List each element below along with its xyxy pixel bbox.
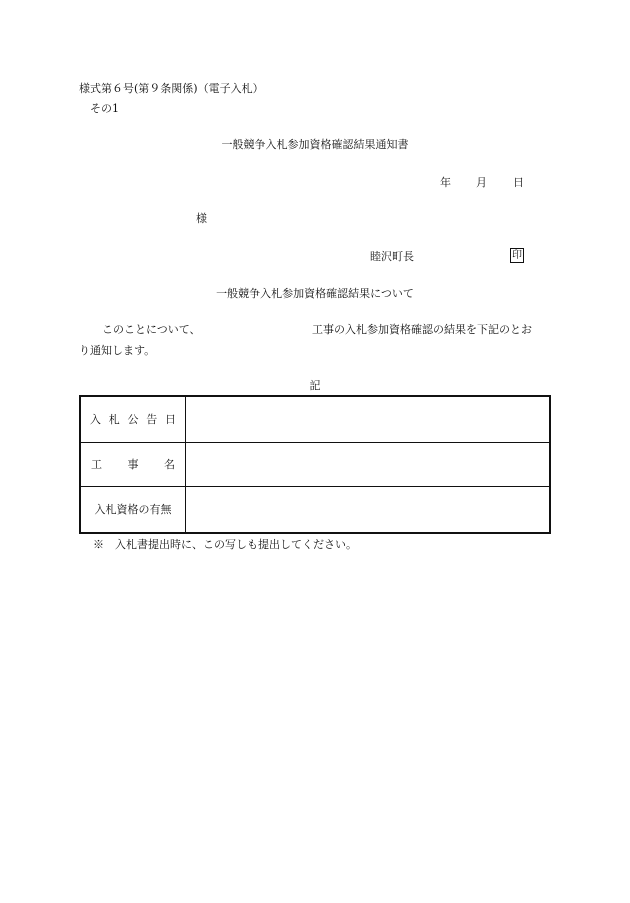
- footnote: ※ 入札書提出時に、この写しも提出してください。: [93, 538, 357, 551]
- document-title: 一般競争入札参加資格確認結果通知書: [221, 138, 409, 151]
- row-value-announcement-date: [186, 396, 551, 442]
- seal-mark: 印: [512, 250, 522, 261]
- date-month-label: 月: [476, 176, 487, 189]
- date-day-label: 日: [513, 176, 524, 189]
- row-value-qualification: [186, 487, 551, 533]
- form-number: 様式第６号(第９条関係)（電子入札）: [79, 82, 264, 95]
- label-text: 工事名: [91, 457, 175, 471]
- body-text-part1: このことについて、: [102, 323, 201, 336]
- table-row: [80, 487, 550, 533]
- date-year-label: 年: [440, 176, 451, 189]
- addressee-suffix: 様: [196, 212, 207, 225]
- row-value-construction-name: [186, 442, 551, 486]
- sender-name: 睦沢町長: [370, 250, 414, 263]
- label-text: 入札資格の有無: [94, 503, 172, 517]
- ki-heading: 記: [309, 379, 321, 392]
- body-text-part3: り通知します。: [79, 344, 156, 357]
- body-text-part2: 工事の入札参加資格確認の結果を下記のとお: [312, 323, 532, 336]
- label-text: 入札公告日: [90, 412, 176, 426]
- table-row: [80, 442, 550, 486]
- subject-line: 一般競争入札参加資格確認結果について: [216, 287, 414, 300]
- date-line: [440, 177, 524, 188]
- row-label-qualification: [80, 487, 186, 533]
- table-row: [80, 396, 550, 442]
- info-table: [79, 395, 551, 534]
- sub-number: その1: [90, 102, 119, 115]
- row-label-construction-name: [80, 442, 186, 486]
- row-label-announcement-date: [80, 396, 186, 442]
